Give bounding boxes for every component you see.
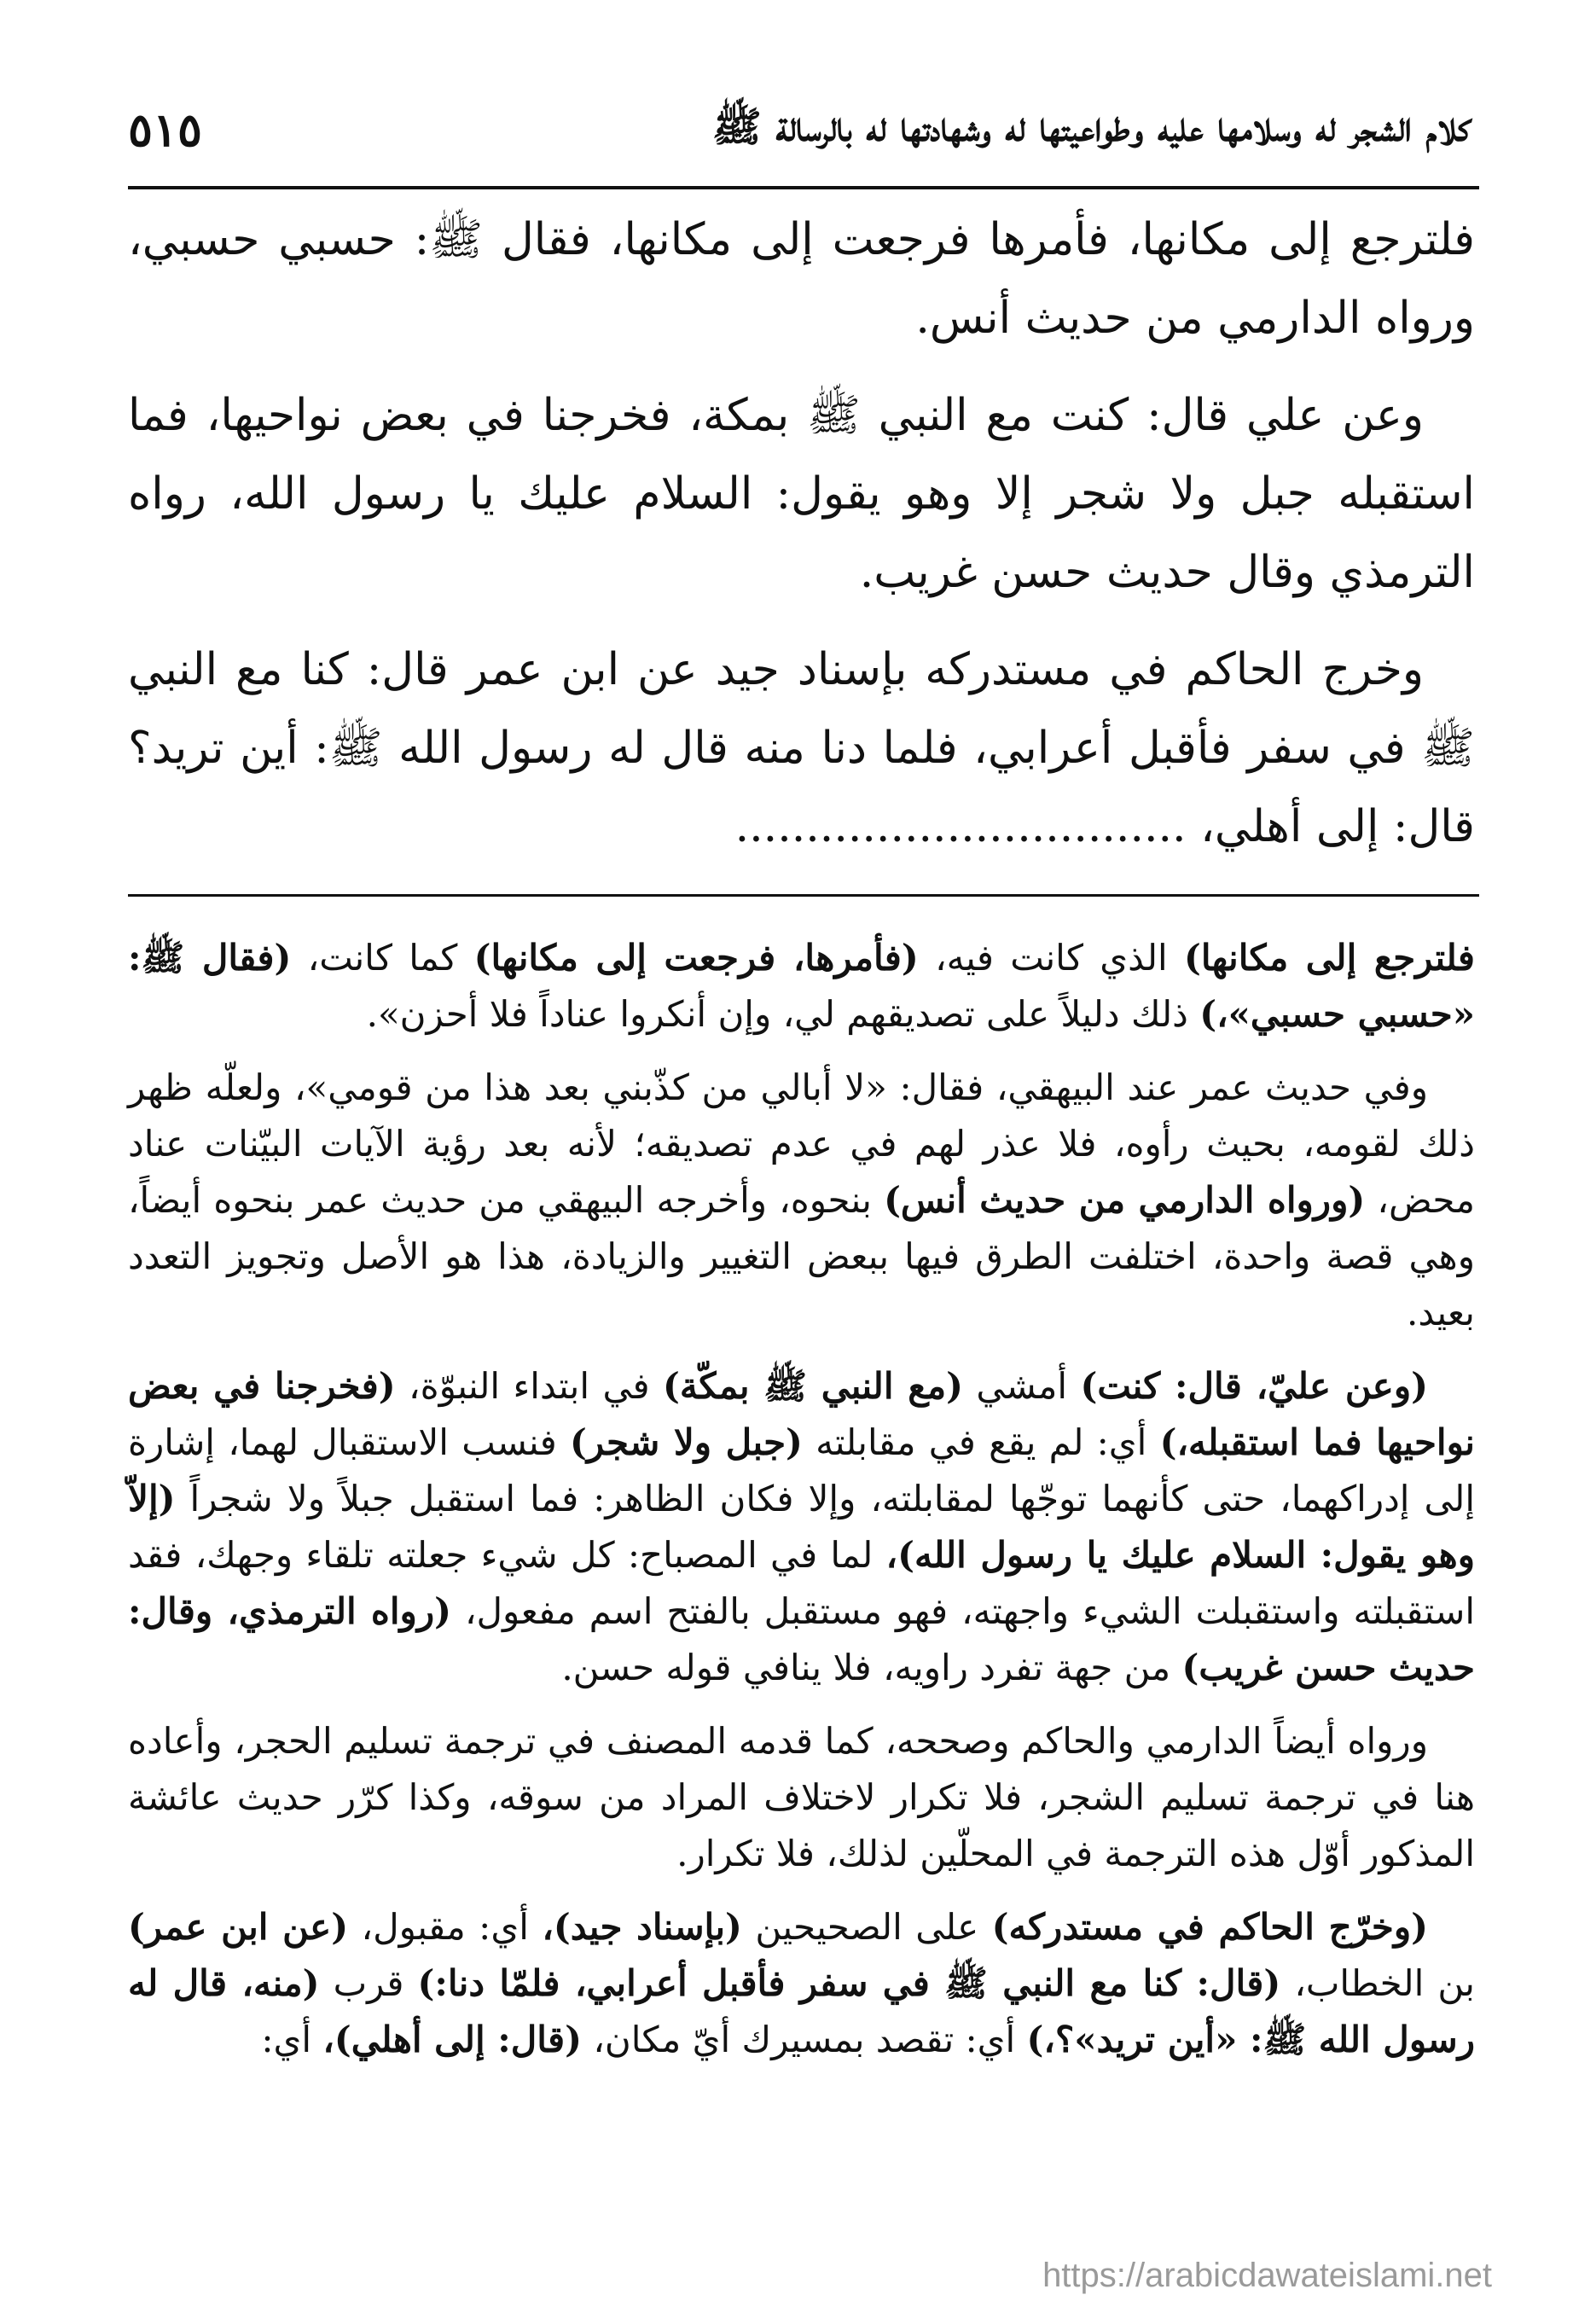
- commentary-bold: (مع النبي ﷺ بمكّة): [662, 1365, 963, 1407]
- commentary-text: لما في المصباح: كل شيء جعلته تلقاء وجهك، فقد استقبلته واستقبلت الشيء واجهته، فهو مستقبل بالفتح اسم مفعول،: [128, 1534, 1475, 1632]
- commentary-bold: فلترجع إلى مكانها): [1183, 937, 1475, 979]
- commentary-text: قرب: [319, 1962, 418, 2004]
- main-paragraph-1: فلترجع إلى مكانها، فأمرها فرجعت إلى مكانها، فقال ﷺ: حسبي حسبي، ورواه الدارمي من حديث أنس.: [128, 214, 1475, 344]
- ellipsis-dots: ................................: [734, 801, 1187, 852]
- commentary: [128, 930, 1475, 2085]
- commentary-text: وفي حديث عمر عند البيهقي، فقال: «لا أبالي من كذّبني بعد هذا من قومي»، ولعلّه ظهر ذلك لقومه، بحيث رأوه، فلا عذر لهم في عدم تصديقه؛ لأنه بعد رؤية الآيات البيّنات عناد محض،: [128, 1066, 1476, 1221]
- commentary-bold: (قال: إلى أهلي)،: [322, 2019, 582, 2060]
- commentary-paragraph-2: [128, 1060, 1475, 1341]
- commentary-bold: (رواه الترمذي، وقال: حديث حسن غريب): [128, 1590, 1475, 1688]
- commentary-bold: (وخرّج الحاكم في مستدركه): [991, 1906, 1428, 1948]
- commentary-text: ذلك دليلاً على تصديقهم لي، وإن أنكروا عناداً فلا أحزن».: [366, 993, 1200, 1035]
- commentary-paragraph-1: [128, 930, 1475, 1043]
- commentary-text: أي:: [261, 2019, 323, 2060]
- commentary-text: بن الخطاب،: [1280, 1962, 1475, 2004]
- commentary-text: أي: تقصد بمسيرك أيّ مكان،: [582, 2019, 1027, 2060]
- commentary-bold: (فخرجنا في بعض نواحيها فما استقبله،): [128, 1365, 1475, 1463]
- main-paragraph-3-text: وخرج الحاكم في مستدركه بإسناد جيد عن ابن عمر قال: كنا مع النبي ﷺ في سفر فأقبل أعرابي، فلما دنا منه قال له رسول الله ﷺ: أين تريد؟ قال: إلى أهلي،: [128, 644, 1475, 852]
- commentary-text: في ابتداء النبوّة،: [395, 1365, 663, 1407]
- commentary-paragraph-3: [128, 1358, 1475, 1696]
- commentary-paragraph-4: [128, 1713, 1475, 1882]
- commentary-paragraph-5: [128, 1899, 1475, 2068]
- commentary-text: فنسب الاستقبال لهما، إشارة إلى إدراكهما، حتى كأنهما توجّها لمقابلته، وإلا فكان الظاهر: فما استقبل جبلاً ولا شجراً: [128, 1421, 1475, 1519]
- commentary-text: كما كانت،: [291, 937, 474, 979]
- running-title: كلام الشجر له وسلامها عليه وطواعيتها له وشهادتها له بالرسالة ﷺ: [711, 103, 1471, 151]
- commentary-bold: (إلاّ وهو يقول: السلام عليك يا رسول الله)،: [128, 1478, 1475, 1576]
- commentary-bold: (عن ابن عمر): [128, 1906, 349, 1948]
- commentary-text: أي: مقبول،: [348, 1906, 543, 1948]
- commentary-bold: (وعن عليّ، قال: كنت): [1080, 1365, 1429, 1407]
- commentary-bold: (منه، قال له رسول الله ﷺ: «أين تريد»؟،): [128, 1962, 1475, 2060]
- commentary-text: على الصحيحين: [741, 1906, 992, 1948]
- running-header: [128, 102, 1471, 171]
- commentary-bold: (فقال ﷺ: «حسبي حسبي»،): [128, 937, 1475, 1035]
- commentary-text: الذي كانت فيه،: [918, 937, 1184, 979]
- header-rule: [128, 186, 1479, 189]
- commentary-bold: (بإسناد جيد)،: [542, 1906, 742, 1948]
- commentary-text: من جهة تفرد راويه، فلا ينافي قوله حسن.: [561, 1647, 1182, 1688]
- commentary-rule: [128, 894, 1479, 897]
- commentary-text: أي: لم يقع في مقابلته: [802, 1421, 1160, 1463]
- commentary-bold: (جبل ولا شجر): [569, 1421, 803, 1463]
- commentary-bold: (قال: كنا مع النبي ﷺ في سفر فأقبل أعرابي، فلمّا دنا:): [417, 1962, 1281, 2004]
- commentary-bold: (فأمرها، فرجعت إلى مكانها): [473, 937, 919, 979]
- main-paragraph-2: وعن علي قال: كنت مع النبي ﷺ بمكة، فخرجنا في بعض نواحيها، فما استقبله جبل ولا شجر إلا وهو يقول: السلام عليك يا رسول الله، رواه الترمذي وقال حديث حسن غريب.: [128, 390, 1475, 598]
- main-text: [128, 200, 1475, 885]
- watermark-url: https://arabicdawateislami.net: [1042, 2257, 1492, 2294]
- page-number: ٥١٥: [128, 102, 203, 157]
- main-paragraph-3: [128, 630, 1475, 866]
- commentary-text: أمشي: [962, 1365, 1081, 1407]
- commentary-text: بنحوه، وأخرجه البيهقي من حديث عمر بنحوه أيضاً، وهي قصة واحدة، اختلفت الطرق فيها ببعض التغيير والزيادة، هذا هو الأصل وتجويز التعدد بعيد.: [128, 1179, 1475, 1333]
- commentary-bold: (ورواه الدارمي من حديث أنس): [884, 1179, 1366, 1221]
- commentary-text: ورواه أيضاً الدارمي والحاكم وصححه، كما قدمه المصنف في ترجمة تسليم الحجر، وأعاده هنا في ترجمة تسليم الشجر، فلا تكرار لاختلاف المراد من سوقه، وكذا كرّر حديث عائشة المذكور أوّل هذه الترجمة في المحلّين لذلك، فلا تكرار.: [128, 1720, 1475, 1874]
